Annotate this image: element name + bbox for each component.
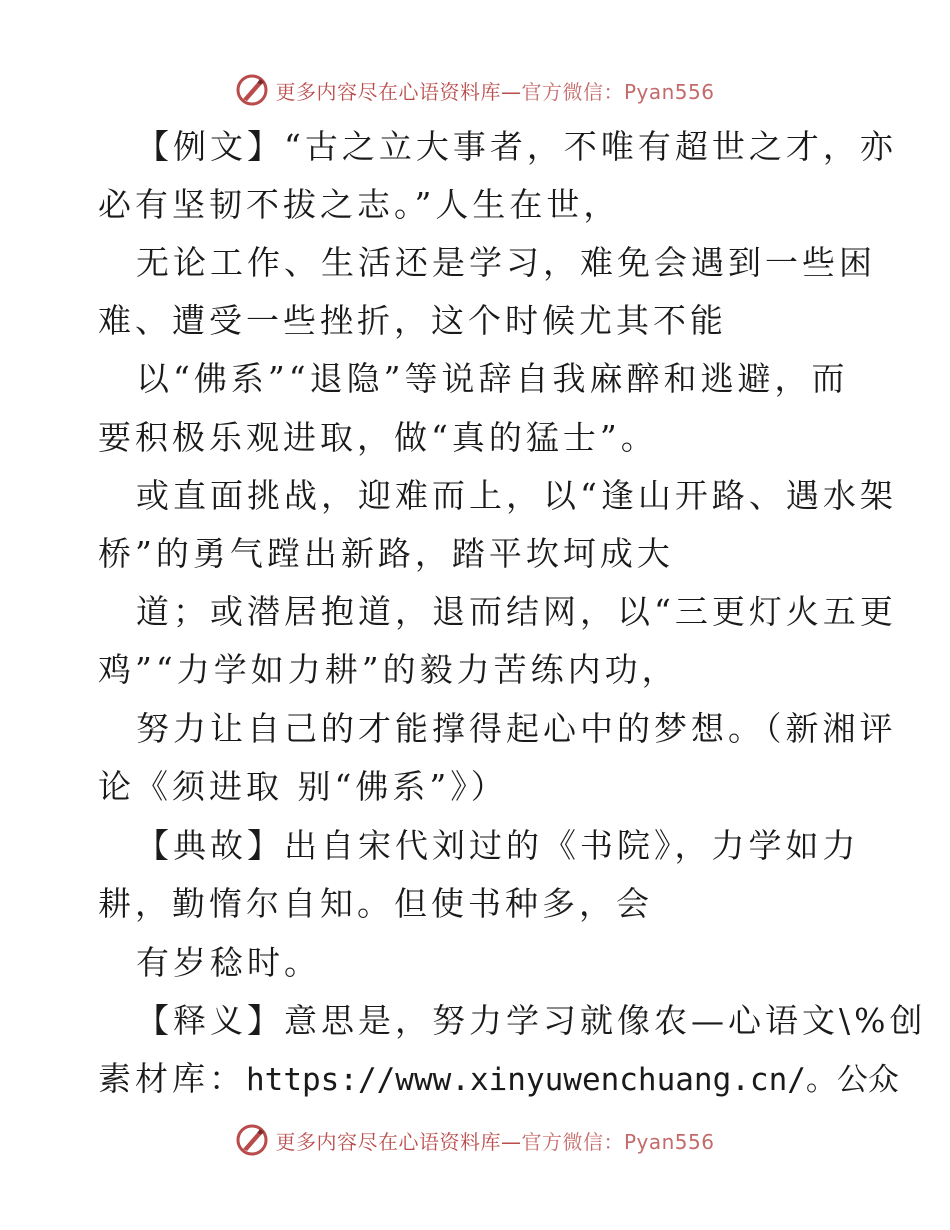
text-line: 论《须进取 别“佛系”》） (98, 767, 508, 806)
text-line: 努力让自己的才能撑得起心中的梦想。（新湘评 (136, 709, 897, 748)
text-line: 有岁稔时。 (136, 943, 321, 982)
text-line: 耕，勤惰尔自知。但使书种多，会 (98, 884, 653, 923)
text-line: 难、遭受一些挫折，这个时候尤其不能 (98, 301, 727, 340)
footer-wechat-text: 官方微信：Pyan556 (521, 1129, 715, 1154)
text-line: 或直面挑战，迎难而上，以“逢山开路、遇水架 (136, 476, 897, 515)
text-line: 必有坚韧不拔之志。”人生在世， (98, 185, 621, 224)
text-line: 鸡”“力学如力耕”的毅力苦练内功， (98, 650, 679, 689)
text-line: 以“佛系”“退隐”等说辞自我麻醉和逃避，而 (136, 359, 849, 398)
text-line: 要积极乐观进取，做“真的猛士”。 (98, 418, 658, 457)
text-line: 桥”的勇气蹚出新路，踏平坎坷成大 (98, 534, 674, 573)
text-line: 无论工作、生活还是学习，难免会遇到一些困 (136, 243, 876, 282)
text-line: 【例文】“古之立大事者，不唯有超世之才，亦 (136, 127, 897, 166)
pen-logo-icon (235, 73, 269, 107)
text-line: 【释义】意思是，努力学习就像农—心语文\%创 (136, 1001, 927, 1040)
footer-banner-text: 更多内容尽在心语资料库—官方微信：Pyan556 (275, 1129, 715, 1154)
footer-banner (0, 1120, 950, 1160)
text-line: 道；或潜居抱道，退而结网，以“三更灯火五更 (136, 592, 897, 631)
text-segment: 素材库： (98, 1059, 246, 1098)
header-wechat-text: 官方微信：Pyan556 (521, 79, 715, 104)
header-banner-text: 更多内容尽在心语资料库—官方微信：Pyan556 (275, 79, 715, 104)
text-line-url (98, 1059, 899, 1100)
pen-logo-icon (235, 1123, 269, 1157)
url-text: https://www.xinyuwenchuang.cn/。公众 (246, 1062, 899, 1098)
header-banner (0, 70, 950, 110)
text-line: 【典故】出自宋代刘过的《书院》，力学如力 (136, 826, 860, 865)
